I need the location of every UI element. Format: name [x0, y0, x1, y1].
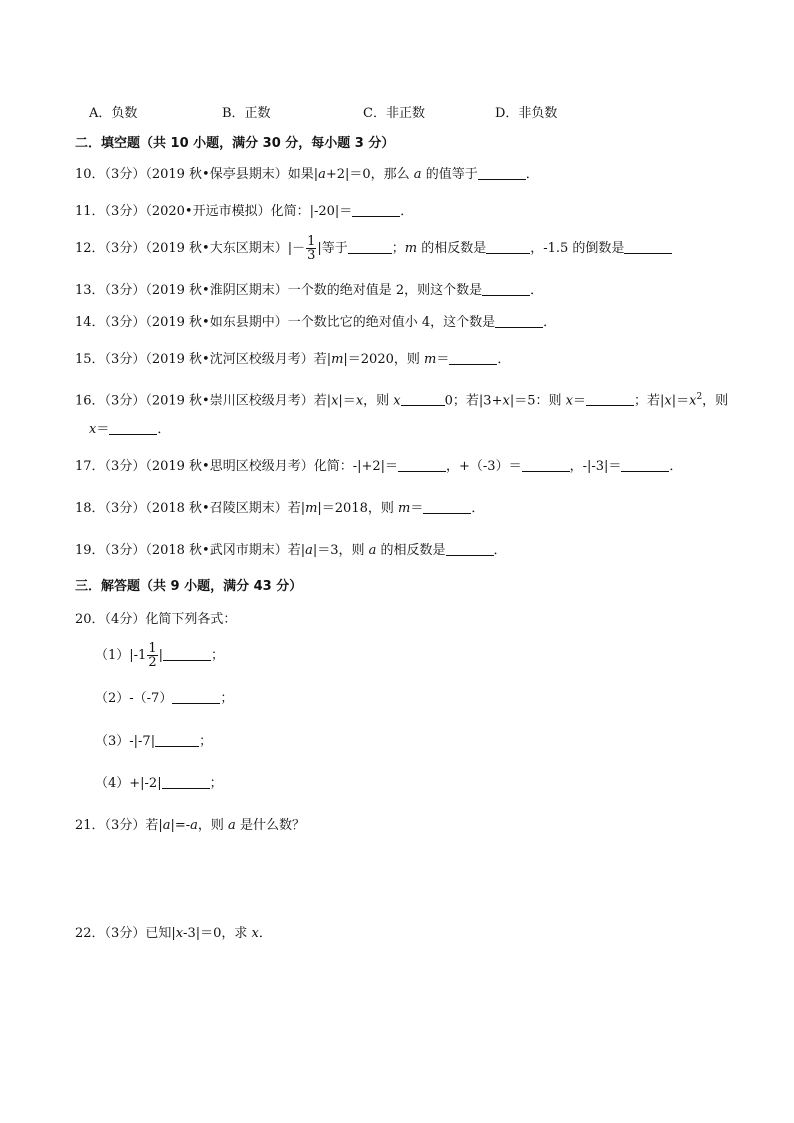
question-11: 11．（3分）（2020•开远市模拟）化简：|-20|＝ ．: [75, 204, 414, 219]
option-c: C．非正数: [363, 106, 425, 121]
question-13: 13．（3分）（2019 秋•淮阴区期末）一个数的绝对值是 2，则这个数是 ．: [75, 283, 544, 298]
fraction-one-third: $\frac{1}{3}$: [307, 234, 316, 263]
option-b: B．正数: [222, 106, 271, 121]
answer-blank: [586, 392, 634, 406]
answer-blank: [486, 240, 530, 254]
answer-blank: [162, 775, 210, 789]
question-20-part-1: （1）|-1 $\frac{1}{2}$ | ；: [95, 641, 225, 670]
question-17: 17．（3分）（2019 秋•思明区校级月考）化简：-|+2|＝ ，+（-3）＝ ，-|-3|＝ ．: [75, 459, 683, 474]
answer-blank: [495, 314, 543, 328]
answer-blank: [398, 458, 446, 472]
question-20-part-4: （4）+|-2| ；: [95, 776, 223, 791]
answer-blank: [482, 282, 530, 296]
answer-blank: [449, 351, 497, 365]
answer-blank: [621, 458, 669, 472]
question-16: 16．（3分）（2019 秋•崇川区校级月考）若|x|＝x，则 x 0；若|3+x|＝5：则 x＝ ；若$|x|=x^2$，则: [75, 392, 729, 409]
question-19: 19．（3分）（2018 秋•武冈市期末）若|a|＝3，则 a 的相反数是 ．: [75, 543, 507, 558]
question-20-part-3: （3）-|-7| ；: [95, 734, 213, 749]
answer-blank: [522, 458, 570, 472]
question-14: 14．（3分）（2019 秋•如东县期中）一个数比它的绝对值小 4，这个数是 ．: [75, 315, 557, 330]
question-10: 10．（3分）（2019 秋•保亭县期末）如果|a+2|＝0，那么 a 的值等于 ．: [75, 167, 539, 182]
answer-blank: [446, 542, 494, 556]
question-21: 21．（3分）若|a|=-a，则 a 是什么数？: [75, 818, 305, 833]
question-18: 18．（3分）（2018 秋•召陵区期末）若|m|＝2018，则 m＝ ．: [75, 501, 485, 516]
question-20: 20．（4分）化简下列各式：: [75, 612, 237, 627]
question-16-continued: x＝ ．: [89, 422, 171, 437]
question-15: 15．（3分）（2019 秋•沈河区校级月考）若|m|＝2020，则 m＝ ．: [75, 352, 511, 367]
question-22: 22．（3分）已知|x-3|＝0，求 x．: [75, 926, 272, 941]
answer-blank: [624, 240, 672, 254]
answer-blank: [478, 166, 526, 180]
option-d: D．非负数: [495, 106, 558, 121]
question-20-part-2: （2）-（-7） ；: [95, 691, 234, 706]
section-2-title: 二．填空题（共 10 小题，满分 30 分，每小题 3 分）: [75, 136, 395, 151]
option-a: A．负数: [89, 106, 138, 121]
section-3-title: 三．解答题（共 9 小题，满分 43 分）: [75, 579, 303, 594]
question-12: 12．（3分）（2019 秋•大东区期末）|－ $\frac{1}{3}$ |等于 ；m 的相反数是 ，-1.5 的倒数是: [75, 235, 672, 263]
fraction-one-half: $\frac{1}{2}$: [148, 641, 157, 670]
answer-blank: [401, 392, 445, 406]
answer-blank: [172, 690, 220, 704]
answer-blank: [352, 203, 400, 217]
answer-blank: [423, 500, 471, 514]
answer-blank: [163, 647, 211, 661]
answer-blank: [109, 421, 157, 435]
answer-blank: [348, 240, 392, 254]
answer-blank: [155, 733, 199, 747]
